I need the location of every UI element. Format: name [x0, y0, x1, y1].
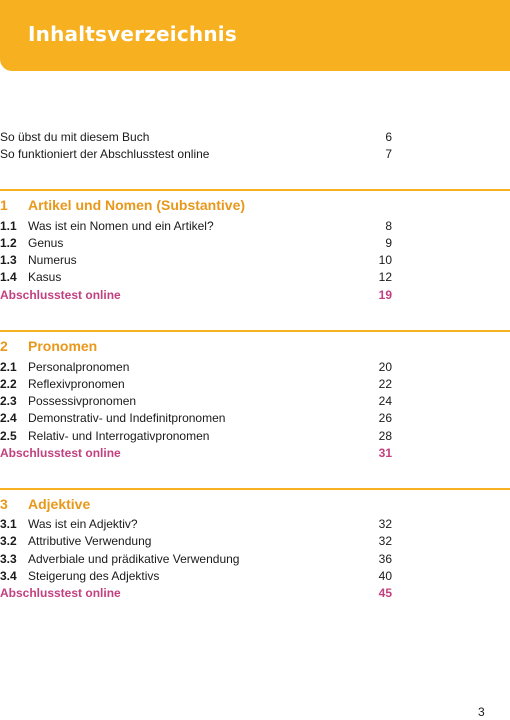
toc-item-title: Steigerung des Adjektivs	[28, 569, 160, 583]
toc-test-page: 31	[378, 446, 392, 460]
toc-item-title: Kasus	[28, 270, 62, 284]
toc-item[interactable]	[0, 269, 392, 286]
toc-item-number: 1.2	[0, 236, 17, 250]
toc-test-item[interactable]	[0, 445, 392, 462]
toc-intro-item[interactable]	[0, 129, 392, 146]
toc-item-title: Was ist ein Adjektiv?	[28, 517, 138, 531]
toc-item[interactable]	[0, 410, 392, 427]
toc-test-page: 19	[378, 288, 392, 302]
toc-item-title: Demonstrativ- und Indefinitpronomen	[28, 411, 226, 425]
toc-item-page: 32	[378, 517, 392, 531]
toc-intro-item[interactable]	[0, 146, 392, 163]
toc-item-page: 9	[385, 236, 392, 250]
chapter-title: Artikel und Nomen (Substantive)	[28, 197, 246, 213]
toc-test-item[interactable]	[0, 585, 392, 602]
toc-item-title: So übst du mit diesem Buch	[0, 130, 150, 144]
toc-item[interactable]	[0, 235, 392, 252]
toc-item[interactable]	[0, 428, 392, 445]
toc-item-number: 2.5	[0, 429, 17, 443]
toc-item[interactable]	[0, 533, 392, 550]
toc-item-number: 1.1	[0, 219, 17, 233]
toc-item-number: 1.4	[0, 270, 17, 284]
chapter-divider	[0, 330, 510, 332]
toc-item[interactable]	[0, 516, 392, 533]
chapter-title: Adjektive	[28, 496, 91, 512]
toc-item-title: Genus	[28, 236, 64, 250]
toc-item-title: Was ist ein Nomen und ein Artikel?	[28, 219, 214, 233]
toc-item-number: 3.2	[0, 534, 17, 548]
toc-item-page: 24	[378, 394, 392, 408]
toc-item-number: 2.3	[0, 394, 17, 408]
toc-item-number: 2.1	[0, 360, 17, 374]
toc-item[interactable]	[0, 393, 392, 410]
toc-item-title: So funktioniert der Abschlusstest online	[0, 147, 210, 161]
toc-test-item[interactable]	[0, 287, 392, 304]
chapter-title: Pronomen	[28, 338, 98, 354]
toc-item[interactable]	[0, 551, 392, 568]
toc-item-number: 2.4	[0, 411, 17, 425]
toc-item-page: 12	[378, 270, 392, 284]
chapter-number: 1	[0, 197, 8, 213]
toc-test-title: Abschlusstest online	[0, 446, 121, 460]
toc-test-page: 45	[378, 586, 392, 600]
toc-item[interactable]	[0, 359, 392, 376]
page-title: Inhaltsverzeichnis	[28, 22, 237, 46]
toc-item-number: 3.3	[0, 552, 17, 566]
toc-item-title: Personalpronomen	[28, 360, 130, 374]
chapter-divider	[0, 189, 510, 191]
toc-item-number: 2.2	[0, 377, 17, 391]
toc-item-title: Possessivpronomen	[28, 394, 137, 408]
toc-item-number: 3.4	[0, 569, 17, 583]
toc-item-page: 7	[385, 147, 392, 161]
toc-item-title: Attributive Verwendung	[28, 534, 152, 548]
toc-item-page: 36	[378, 552, 392, 566]
toc-item-title: Relativ- und Interrogativpronomen	[28, 429, 210, 443]
toc-item-page: 26	[378, 411, 392, 425]
toc-item-number: 3.1	[0, 517, 17, 531]
chapter-divider	[0, 488, 510, 490]
toc-test-title: Abschlusstest online	[0, 586, 121, 600]
toc-test-title: Abschlusstest online	[0, 288, 121, 302]
toc-item-page: 6	[385, 130, 392, 144]
toc-item[interactable]	[0, 252, 392, 269]
toc-item-page: 32	[378, 534, 392, 548]
toc-item-title: Reflexivpronomen	[28, 377, 125, 391]
toc-item[interactable]	[0, 568, 392, 585]
toc-item-page: 8	[385, 219, 392, 233]
toc-item-title: Numerus	[28, 253, 77, 267]
toc-item[interactable]	[0, 218, 392, 235]
toc-item-page: 22	[378, 377, 392, 391]
toc-item-title: Adverbiale und prädikative Verwendung	[28, 552, 240, 566]
page-number: 3	[478, 705, 485, 719]
chapter-number: 3	[0, 496, 8, 512]
header-bar	[0, 0, 510, 71]
chapter-number: 2	[0, 338, 8, 354]
toc-item-number: 1.3	[0, 253, 17, 267]
toc-item-page: 10	[378, 253, 392, 267]
toc-item-page: 28	[378, 429, 392, 443]
toc-item[interactable]	[0, 376, 392, 393]
toc-item-page: 40	[378, 569, 392, 583]
toc-item-page: 20	[378, 360, 392, 374]
